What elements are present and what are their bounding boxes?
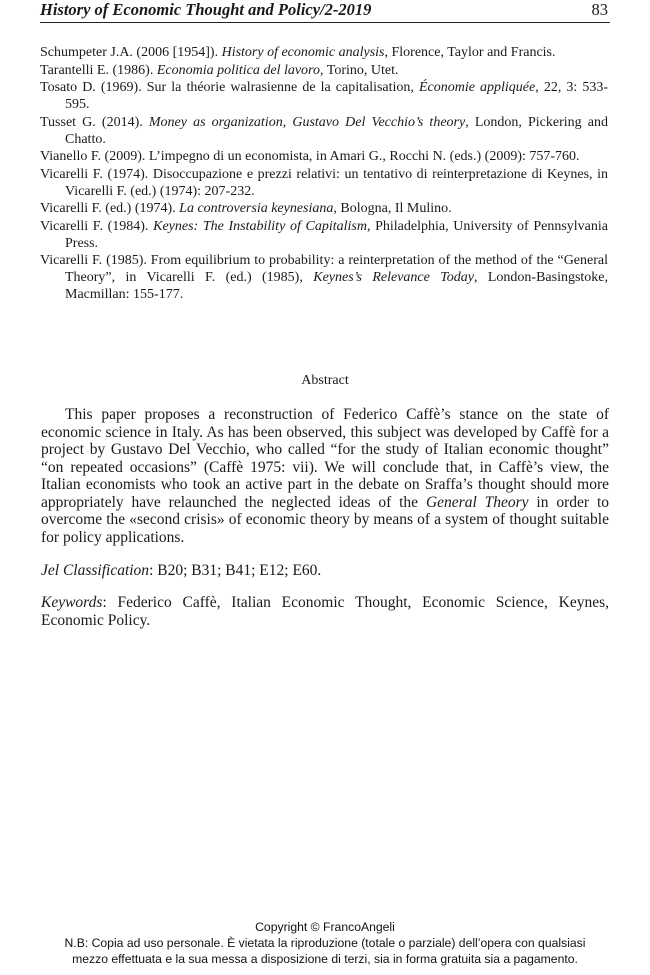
reference-entry: Tusset G. (2014). Money as organization, Gustavo Del Vecchio’s theory, London, Pickering and Chatto. — [40, 114, 609, 147]
jel-codes: : B20; B31; B41; E12; E60. — [149, 562, 322, 579]
running-header — [40, 0, 610, 23]
reference-list — [40, 44, 608, 304]
reference-entry: Tarantelli E. (1986). Economia politica del lavoro, Torino, Utet. — [40, 62, 399, 78]
abstract-heading: Abstract — [301, 373, 349, 388]
notice-line: mezzo effettuata e la sua messa a disposizione di terzi, sia in forma gratuita sia a pagamento. — [72, 952, 578, 966]
reference-entry: Vicarelli F. (1985). From equilibrium to probability: a reinterpretation of the method of the “General Theory”, in Vicarelli F. (ed.) (1985), Keynes’s Relevance Today, London-Basingstoke, Macmillan: 155-177. — [40, 253, 609, 302]
reference-entry: Schumpeter J.A. (2006 [1954]). History of economic analysis, Florence, Taylor and Francis. — [40, 45, 556, 60]
keywords-label: Keywords — [41, 594, 103, 611]
page-number: 83 — [591, 0, 608, 19]
notice-line: N.B: Copia ad uso personale. È vietata la riproduzione (totale o parziale) dell’opera con qualsiasi — [64, 936, 586, 950]
reference-entry: Vicarelli F. (1984). Keynes: The Instability of Capitalism, Philadelphia, University of Pennsylvania Press. — [40, 218, 608, 251]
reference-entry: Vianello F. (2009). L’impegno di un economista, in Amari G., Rocchi N. (eds.) (2009): 757-760. — [40, 149, 580, 164]
reference-entry: Tosato D. (1969). Sur la théorie walrasienne de la capitalisation, Économie appliquée, 22, 3: 533-595. — [40, 80, 609, 112]
jel-label: Jel Classification — [41, 562, 150, 579]
jel-classification — [41, 562, 609, 580]
copyright-line: Copyright © FrancoAngeli — [255, 920, 395, 934]
copyright-footer — [0, 919, 650, 967]
abstract-text: This paper proposes a reconstruction of Federico Caffè’s stance on the state of economic science in Italy. As has been observed, this subject was developed by Caffè for a project by Gustavo Del Vecchio, who called “for the study of Italian economic thought” “on repeated occasions” (Caffè 1975: vii). We will conclude that, in Caffè’s view, the Italian economists who took an active part in the debate on Sraffa’s thought should more appropriately have relaunched the neglected ideas of the General Theory in order to overcome the «second crisis» of economic theory by means of a system of thought suitable for policy applications. — [41, 406, 610, 546]
keywords-list: : Federico Caffè, Italian Economic Thought, Economic Science, Keynes, Economic Policy. — [41, 594, 609, 629]
reference-entry: Vicarelli F. (1974). Disoccupazione e prezzi relativi: un tentativo di reinterpretazione di Keynes, in Vicarelli F. (ed.) (1974): 207-232. — [40, 166, 608, 199]
keywords — [41, 594, 609, 629]
reference-entry: Vicarelli F. (ed.) (1974). La controversia keynesiana, Bologna, Il Mulino. — [40, 201, 452, 216]
journal-title: History of Economic Thought and Policy/2-2019 — [40, 0, 372, 19]
